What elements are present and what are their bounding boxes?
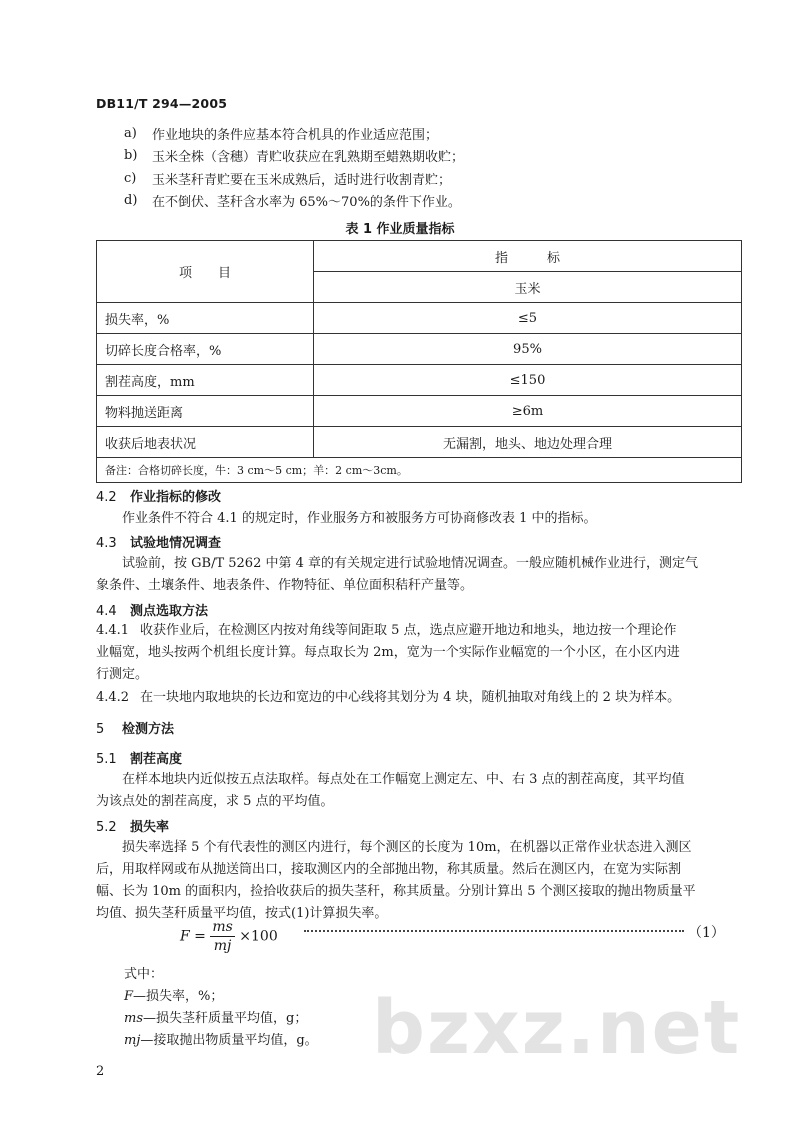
section-title: 损失率: [130, 820, 170, 835]
section-heading-4-3: [96, 532, 221, 551]
paragraph-4-3: [96, 553, 742, 597]
legend-text: —接取抛出物质量平均值，g。: [140, 1033, 318, 1048]
watermark: bzxz.net: [372, 985, 742, 1071]
section-title: 割茬高度: [130, 752, 183, 767]
section-title: 作业指标的修改: [130, 490, 222, 505]
paragraph-line: [96, 620, 742, 642]
section-heading-4-2: [96, 486, 221, 505]
section-number: 5: [96, 722, 105, 737]
section-number: 5.2: [96, 820, 117, 835]
paragraph-5-2: [96, 837, 742, 925]
table-cell-value: 无漏割，地头、地边处理合理: [314, 427, 742, 458]
table-cell-value: ≤5: [314, 303, 742, 334]
list-text: 玉米全株（含穗）青贮收获应在乳熟期至蜡熟期收贮；: [152, 150, 465, 166]
list-letter: d): [124, 193, 138, 209]
list-text: 作业地块的条件应基本符合机具的作业适应范围；: [152, 127, 439, 143]
paragraph-line: 幅、长为 10m 的面积内，捡拾收获后的损失茎秆，称其质量。分别计算出 5 个测区接取的抛出物质量平: [96, 884, 696, 899]
clause-text: 在一块地内取地块的长边和宽边的中心线将其划分为 4 块，随机抽取对角线上的 2 块为样本。: [140, 690, 681, 705]
equation-number: （1）: [688, 925, 725, 941]
table-row: [97, 303, 742, 334]
section-number: 5.1: [96, 752, 117, 767]
table-cell-value: ≥6m: [314, 396, 742, 427]
paragraph-4-4-1: [96, 620, 742, 686]
legend-symbol: mj: [124, 1033, 141, 1048]
conditions-list: [124, 122, 724, 212]
paragraph-line: 损失率选择 5 个有代表性的测区内进行，每个测区的长度为 10m，在机器以正常作业状态进入测区: [122, 840, 692, 855]
paragraph-line: 在样本地块内近似按五点法取样。每点处在工作幅宽上测定左、中、右 3 点的割茬高度，其平均值: [122, 772, 685, 787]
formula-leader-dots: [304, 930, 684, 932]
clause-number: 4.4.1: [96, 623, 130, 638]
paragraph-line: 象条件、土壤条件、地表条件、作物特征、单位面积秸秆产量等。: [96, 578, 474, 593]
paragraph-line: 业幅宽，地头按两个机组长度计算。每点取长为 2m，宽为一个实际作业幅宽的一个小区，在小区内进: [96, 645, 680, 660]
legend-symbol: ms: [124, 1011, 143, 1026]
legend-intro: 式中：: [124, 967, 164, 982]
table-row: [97, 396, 742, 427]
table-row: [97, 365, 742, 396]
quality-table: [96, 240, 742, 483]
document-code: DB11/T 294—2005: [96, 96, 228, 111]
table-row: [97, 334, 742, 365]
table-cell-item: 损失率，%: [97, 303, 314, 334]
paragraph-line: 后，用取样网或布从抛送筒出口，接取测区内的全部抛出物，称其质量。然后在测区内，在宽为实际割: [96, 862, 682, 877]
list-item: [124, 122, 724, 145]
table-cell-item: 收获后地表状况: [97, 427, 314, 458]
section-number: 4.3: [96, 536, 117, 551]
list-item: [124, 167, 724, 190]
table-note: 备注：合格切碎长度，牛：3 cm～5 cm；羊：2 cm～3cm。: [97, 458, 742, 483]
list-letter: a): [124, 125, 137, 141]
section-number: 4.4: [96, 604, 117, 619]
table-cell-value: ≤150: [314, 365, 742, 396]
clause-text: 收获作业后，在检测区内按对角线等间距取 5 点，选点应避开地边和地头，地边按一个理论作: [140, 623, 677, 638]
paragraph-4-2: 作业条件不符合 4.1 的规定时，作业服务方和被服务方可协商修改表 1 中的指标。: [122, 511, 597, 526]
paragraph-4-4-2: [96, 687, 742, 710]
list-item: [124, 145, 724, 168]
section-heading-5-1: [96, 748, 182, 767]
list-letter: c): [124, 170, 137, 186]
formula-denominator: mj: [213, 938, 232, 954]
paragraph-line: 试验前，按 GB/T 5262 中第 4 章的有关规定进行试验地情况调查。一般应随机械作业进行，测定气: [122, 556, 699, 571]
list-text: 在不倒伏、茎秆含水率为 65%～70%的条件下作业。: [152, 195, 461, 211]
formula-fraction: [210, 918, 234, 955]
header-sub-cell: 玉米: [314, 272, 742, 303]
section-title: 试验地情况调查: [130, 536, 222, 551]
list-item: [124, 190, 724, 213]
section-heading-5-2: [96, 816, 169, 835]
section-heading-5: [96, 718, 174, 737]
paragraph-line: 行测定。: [96, 667, 149, 682]
page-number: 2: [96, 1064, 105, 1079]
list-letter: b): [124, 148, 138, 164]
table-header-row: [97, 241, 742, 272]
formula-times: ×100: [239, 928, 278, 945]
section-title: 检测方法: [122, 722, 175, 737]
legend-text: —损失茎秆质量平均值，g；: [143, 1011, 308, 1026]
paragraph-line: 为该点处的割茬高度，求 5 点的平均值。: [96, 794, 334, 809]
table-note-row: [97, 458, 742, 483]
section-heading-4-4: [96, 600, 208, 619]
table-cell-item: 割茬高度，mm: [97, 365, 314, 396]
paragraph-5-1: [96, 769, 742, 813]
list-text: 玉米茎秆青贮要在玉米成熟后，适时进行收割青贮；: [152, 172, 452, 188]
section-title: 测点选取方法: [130, 604, 209, 619]
clause-number: 4.4.2: [96, 690, 130, 705]
header-index-cell: 指 标: [314, 241, 742, 272]
formula-lhs: F =: [180, 928, 206, 945]
header-item-cell: 项 目: [97, 241, 314, 303]
section-number: 4.2: [96, 490, 117, 505]
legend-symbol: F: [124, 989, 134, 1004]
legend-text: —损失率，%；: [133, 989, 224, 1004]
table-cell-item: 物料抛送距离: [97, 396, 314, 427]
table-row: [97, 427, 742, 458]
formula-1: [180, 918, 740, 962]
table-cell-value: 95%: [314, 334, 742, 365]
paragraph-line: 均值、损失茎秆质量平均值，按式(1)计算损失率。: [96, 906, 388, 921]
table-title: 表 1 作业质量指标: [345, 222, 455, 237]
table-cell-item: 切碎长度合格率，%: [97, 334, 314, 365]
formula-numerator: ms: [212, 919, 233, 935]
